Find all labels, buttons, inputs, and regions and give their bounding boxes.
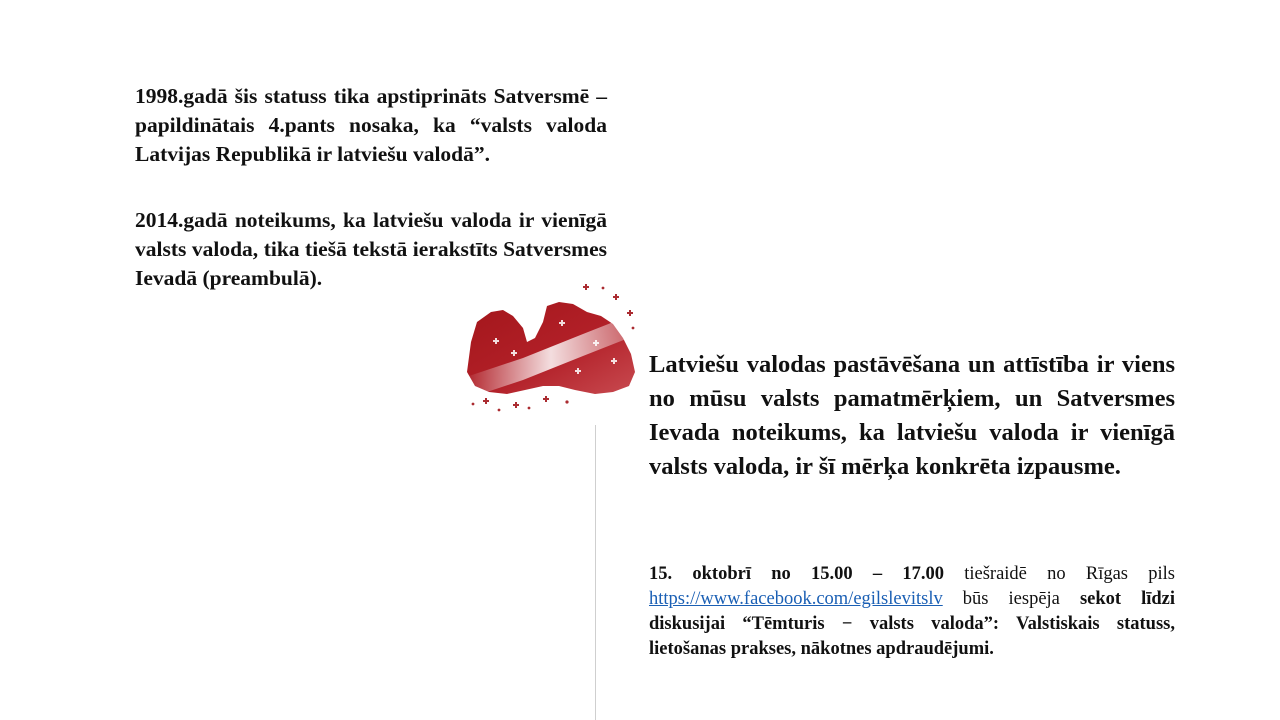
quote-text: Latviešu valodas pastāvēšana un attīstība ir viens no mūsu valsts pamatmērķiem, un Satversmes Ievada noteikums, ka latviešu valoda ir vienīgā valsts valoda, ir šī mērķa konkrēta izpausme. bbox=[649, 351, 1175, 480]
event-discussion-title: sekot līdzi diskusijai “Tēmturis − valsts valoda”: Valstiskais statuss, lietošanas prakses, nākotnes apdraudējumi. bbox=[649, 589, 1176, 659]
event-date-time: 15. oktobrī no 15.00 – 17.00 bbox=[649, 564, 944, 584]
preambula-paragraph: 2014.gadā noteikums, ka latviešu valoda ir vienīgā valsts valoda, tika tiešā tekstā ierakstīts Satversmes Ievadā (preambulā). bbox=[135, 208, 607, 290]
event-text-2: būs iespēja bbox=[942, 589, 1080, 609]
statuss-paragraph: 1998.gadā šis statuss tika apstiprināts Satversmē – papildinātais 4.pants nosaka, ka “valsts valoda Latvijas Republikā ir latviešu valodā”. bbox=[135, 84, 607, 166]
divider-line bbox=[595, 425, 596, 720]
event-text-1: tiešraidē no Rīgas pils bbox=[943, 564, 1175, 584]
facebook-link[interactable]: https://www.facebook.com/egilslevitslv bbox=[649, 589, 943, 609]
event-announcement bbox=[649, 562, 1175, 662]
latvia-map-ornament-icon bbox=[463, 282, 639, 416]
